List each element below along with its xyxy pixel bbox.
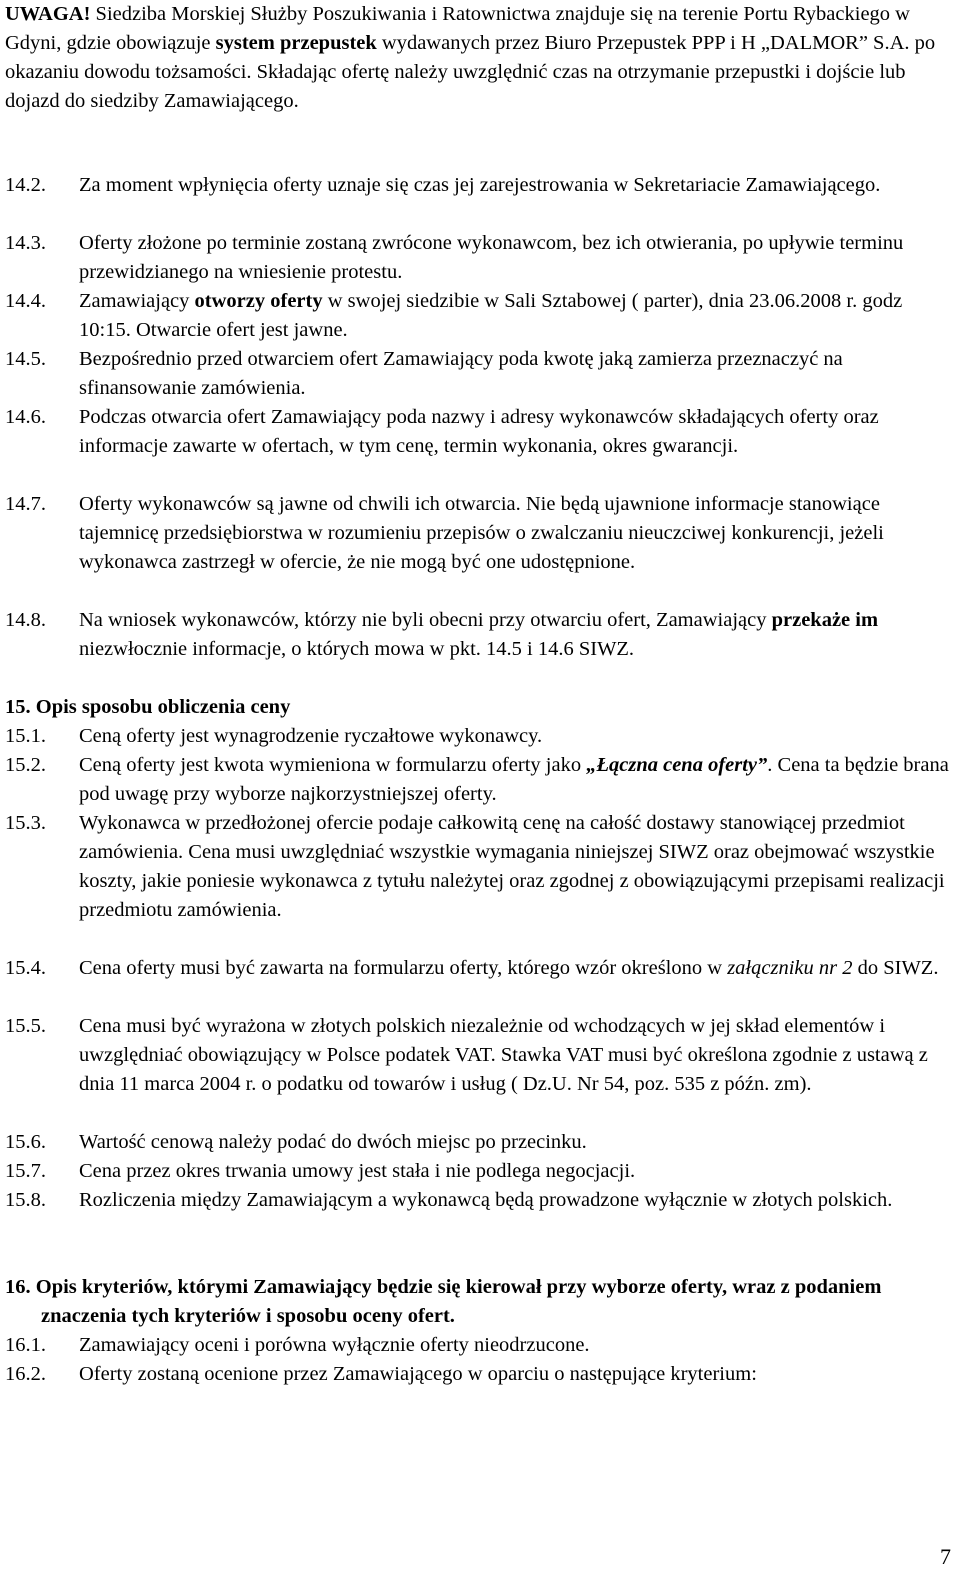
list-item-15-5: 15.5. Cena musi być wyrażona w złotych polskich niezależnie od wchodzących w jej skład elementów i uwzględniać obowiązujący w Polsce podatek VAT. Stawka VAT musi być określona zgodnie z ustawą z dnia 11 marca 2004 r. o podatku od towarów i usług ( Dz.U. Nr 54, poz. 535 z późn. zm).	[5, 1015, 928, 1095]
page-number: 7	[940, 1544, 951, 1569]
list-item-14-6: 14.6. Podczas otwarcia ofert Zamawiający poda nazwy i adresy wykonawców składających oferty oraz informacje zawarte w ofertach, w tym cenę, termin wykonania, okres gwarancji.	[5, 406, 879, 457]
list-item-16-1: 16.1. Zamawiający oceni i porówna wyłącznie oferty nieodrzucone.	[5, 1334, 590, 1356]
list-item-15-4: 15.4. Cena oferty musi być zawarta na formularzu oferty, którego wzór określono w załączniku nr 2 do SIWZ.	[5, 957, 939, 979]
list-item-15-2: 15.2. Ceną oferty jest kwota wymieniona w formularzu oferty jako „Łączna cena oferty”. Cena ta będzie brana pod uwagę przy wyborze najkorzystniejszej oferty.	[5, 754, 949, 805]
intro-paragraph: UWAGA! Siedziba Morskiej Służby Poszukiwania i Ratownictwa znajduje się na terenie Portu Rybackiego w Gdyni, gdzie obowiązuje system przepustek wydawanych przez Biuro Przepustek PPP i H „DALMOR” S.A. po okazaniu dowodu tożsamości. Składając ofertę należy uwzględnić czas na otrzymanie przepustki i dojście lub dojazd do siedziby Zamawiającego.	[5, 3, 936, 112]
list-item-14-2: 14.2. Za moment wpłynięcia oferty uznaje się czas jej zarejestrowania w Sekretariacie Zamawiającego.	[5, 174, 881, 196]
list-item-14-8: 14.8. Na wniosek wykonawców, którzy nie byli obecni przy otwarciu ofert, Zamawiający przekaże im niezwłocznie informacje, o których mowa w pkt. 14.5 i 14.6 SIWZ.	[5, 609, 879, 660]
list-item-15-1: 15.1. Ceną oferty jest wynagrodzenie ryczałtowe wykonawcy.	[5, 725, 543, 747]
list-item-15-7: 15.7. Cena przez okres trwania umowy jest stała i nie podlega negocjacji.	[5, 1160, 636, 1182]
section-16-heading: 16. Opis kryteriów, którymi Zamawiający będzie się kierował przy wyborze oferty, wraz z podaniem znaczenia tych kryteriów i sposobu oceny ofert.	[5, 1276, 882, 1327]
section-15-heading: 15. Opis sposobu obliczenia ceny	[5, 696, 291, 718]
list-item-16-2: 16.2. Oferty zostaną ocenione przez Zamawiającego w oparciu o następujące kryterium:	[5, 1363, 757, 1385]
list-item-14-3: 14.3. Oferty złożone po terminie zostaną zwrócone wykonawcom, bez ich otwierania, po upływie terminu przewidzianego na wniesienie protestu.	[5, 232, 904, 283]
list-item-15-3: 15.3. Wykonawca w przedłożonej ofercie podaje całkowitą cenę na całość dostawy stanowiącej przedmiot zamówienia. Cena musi uwzględniać wszystkie wymagania niniejszej SIWZ oraz obejmować wszystkie koszty, jakie poniesie wykonawca z tytułu należytej oraz zgodnej z obowiązującymi przepisami realizacji przedmiotu zamówienia.	[5, 812, 945, 921]
list-item-14-7: 14.7. Oferty wykonawców są jawne od chwili ich otwarcia. Nie będą ujawnione informacje stanowiące tajemnicę przedsiębiorstwa w rozumieniu przepisów o zwalczaniu nieuczciwej konkurencji, jeżeli wykonawca zastrzegł w ofercie, że nie mogą być one udostępnione.	[5, 493, 884, 573]
list-item-14-4: 14.4. Zamawiający otworzy oferty w swojej siedzibie w Sali Sztabowej ( parter), dnia 23.06.2008 r. godz 10:15. Otwarcie ofert jest jawne.	[5, 290, 903, 341]
warning-word: UWAGA!	[5, 3, 91, 25]
list-item-14-5: 14.5. Bezpośrednio przed otwarciem ofert Zamawiający poda kwotę jaką zamierza przeznaczyć na sfinansowanie zamówienia.	[5, 348, 843, 399]
list-item-15-8: 15.8. Rozliczenia między Zamawiającym a wykonawcą będą prowadzone wyłącznie w złotych polskich.	[5, 1189, 893, 1211]
list-item-15-6: 15.6. Wartość cenową należy podać do dwóch miejsc po przecinku.	[5, 1131, 587, 1153]
